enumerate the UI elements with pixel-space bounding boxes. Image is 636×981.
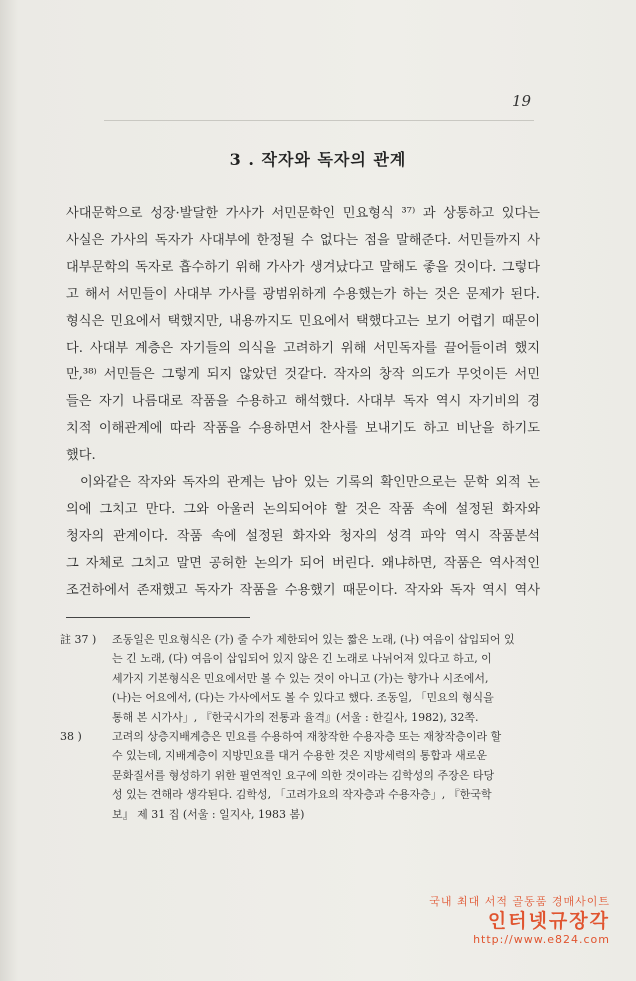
body-line: 대부문학의 독자로 흡수하기 위해 가사가 생겨났다고 말해도 좋을 것이다. 그렇다	[66, 259, 540, 275]
footnote-line: 통해 본 시가사」, 『한국시가의 전통과 율격』(서울 : 한길사, 1982), 32쪽.	[112, 710, 479, 724]
footnote-37	[60, 630, 544, 727]
footnote-line: (나)는 어요에서, (다)는 가사에서도 볼 수 있다고 했다. 조동일, 「민요의 형식을	[112, 691, 494, 705]
section-title: 3 . 작자와 독자의 관계	[229, 150, 407, 169]
footnote-line: 수 있는데, 지배계층이 지방민요를 대거 수용한 것은 지방세력의 통합과 새로운	[112, 749, 487, 763]
body-line: 들은 자기 나름대로 작품을 수용하고 해석했다. 사대부 독자 역시 자기비의 경	[66, 394, 540, 410]
body-line: 사대문학으로 성장·발달한 가사가 서민문학인 민요형식 ³⁷⁾ 과 상통하고 있다는	[66, 206, 540, 221]
footnote-line: 성 있는 견해라 생각된다. 김학성, 「고려가요의 작자층과 수용자층」, 『한국학	[112, 788, 492, 802]
body-line: 의에 그치고 만다. 그와 아울러 논의되어야 할 것은 작품 속에 설정된 화자와	[66, 501, 540, 517]
watermark-site-name: 인터넷규장각	[487, 910, 610, 932]
body-text	[66, 201, 540, 605]
footnote-mark: 38 )	[60, 730, 82, 744]
body-line: 고 해서 서민들이 사대부 가사를 광범위하게 수용했는가 하는 것은 문제가 된다.	[66, 286, 540, 302]
body-line: 만,³⁸⁾ 서민들은 그렇게 되지 않았던 것같다. 작자의 창작 의도가 무엇이든 서민	[66, 367, 540, 383]
body-line: 형식은 민요에서 택했지만, 내용까지도 민요에서 택했다고는 보기 어렵기 때문이	[66, 313, 540, 329]
page-number: 19	[512, 92, 532, 110]
watermark-tagline: 국내 최대 서적 골동품 경매사이트	[429, 895, 610, 908]
footnote-line: 문화질서를 형성하기 위한 필연적인 요구에 의한 것이라는 김학성의 주장은 타당	[112, 768, 495, 782]
header-rule	[104, 120, 534, 121]
footnote-line: 세가지 기본형식은 민요에서만 볼 수 있는 것이 아니고 (가)는 향가나 시조에서,	[112, 671, 489, 685]
site-watermark	[380, 893, 610, 946]
body-line: 이와같은 작자와 독자의 관계는 남아 있는 기록의 확인만으로는 문학 외적 논	[80, 475, 540, 491]
footnote-line: 조동일은 민요형식은 (가) 줄 수가 제한되어 있는 짧은 노래, (나) 여음이 삽입되어 있	[112, 633, 515, 646]
footnote-rule	[66, 617, 250, 618]
body-line: 치적 이해관계에 따라 작품을 수용하면서 찬사를 보내기도 하고 비난을 하기도	[66, 421, 540, 437]
footnote-mark: 註 37 )	[60, 633, 97, 646]
footnote-line: 는 긴 노래, (다) 여음이 삽입되어 있지 않은 긴 노래로 나뉘어져 있다고 하고, 이	[112, 652, 492, 666]
body-line: 청자의 관계이다. 작품 속에 설정된 화자와 청자의 성격 파악 역시 작품분석	[66, 528, 540, 544]
body-line: 사실은 가사의 독자가 사대부에 한정될 수 없다는 점을 말해준다. 서민들까지 사	[66, 232, 540, 248]
body-line: 그 자체로 그치고 말면 공허한 논의가 되어 버린다. 왜냐하면, 작품은 역사적인	[66, 555, 540, 571]
body-line: 다. 사대부 계층은 자기들의 의식을 고려하기 위해 서민독자를 끌어들이려 했지	[66, 340, 540, 356]
body-line: 조건하에서 존재했고 독자가 작품을 수용했기 때문이다. 작자와 독자 역시 역사	[66, 582, 540, 598]
watermark-url: http://www.e824.com	[473, 933, 610, 946]
body-line: 했다.	[66, 448, 96, 464]
footnote-line: 고려의 상층지배계층은 민요를 수용하여 재창작한 수용자층 또는 재창작층이라 할	[112, 730, 502, 744]
footnotes	[60, 630, 544, 824]
footnote-38	[60, 727, 544, 824]
footnote-line: 보』 제 31 집 (서울 : 일지사, 1983 봄)	[112, 807, 305, 821]
